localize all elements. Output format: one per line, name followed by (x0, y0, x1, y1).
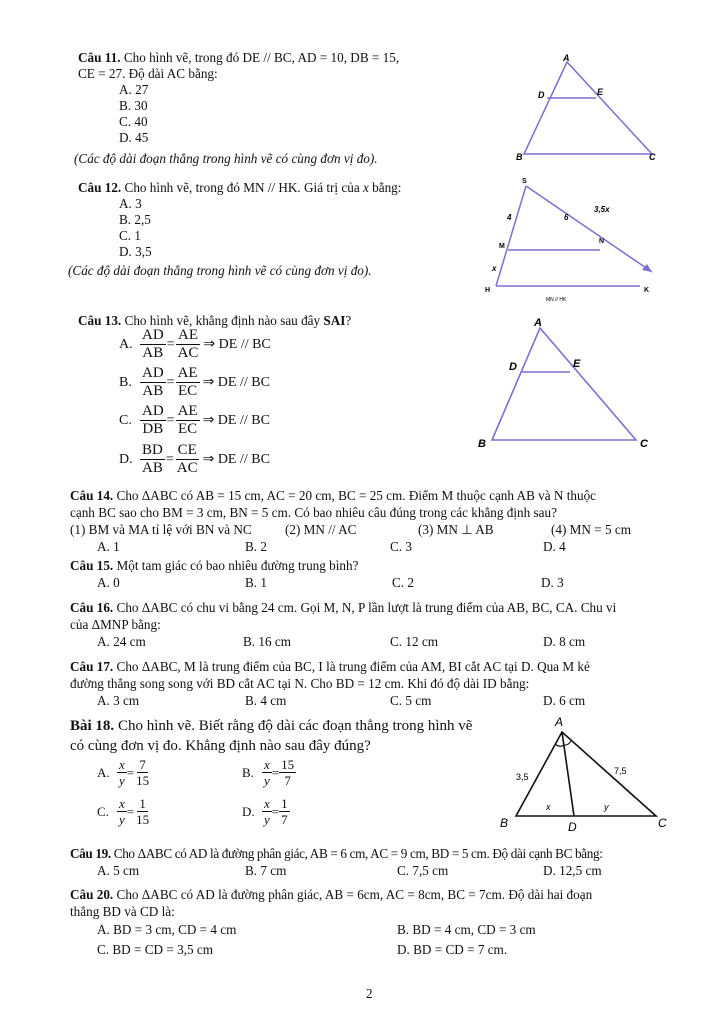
q13-d-num-2: CE (177, 442, 197, 458)
q18-label-b: B (500, 816, 509, 830)
q15-label: Câu 15. (70, 558, 114, 573)
q13-label: Câu 13. (78, 313, 122, 328)
q16-text-1: Cho ΔABC có chu vi bằng 24 cm. Gọi M, N, P lần lượt là trung điểm của AB, BC, CA. Chu vi (113, 600, 617, 615)
q18-a-eq: = (126, 764, 135, 780)
q13-c-num-2: AE (177, 403, 198, 419)
q12-label-4: 4 (507, 213, 512, 222)
q14-option-c: C. 3 (390, 539, 412, 554)
q18-b-den-2: 7 (284, 773, 291, 788)
q17-text-1: Cho ΔABC, M là trung điểm của BC, I là trung điểm của AM, BI cắt AC tại D. Qua M kẻ (113, 659, 590, 674)
q12-var-x: x (362, 180, 369, 195)
q12-label-35x: 3,5x (594, 205, 610, 214)
q18-angle-arc-1 (555, 744, 564, 746)
q11-line-2: CE = 27. Độ dài AC bằng: (78, 66, 218, 81)
q18-label-75: 7,5 (614, 766, 627, 776)
q15-option-b: B. 1 (245, 575, 267, 590)
q13-option-c (119, 403, 270, 438)
q16-option-c: C. 12 cm (390, 634, 438, 649)
q18-option-c (97, 796, 151, 827)
q17-option-b: B. 4 cm (245, 693, 287, 708)
q18-text-1: Cho hình vẽ. Biết rằng độ dài các đoạn thẳng trong hình vẽ (114, 718, 473, 734)
q12-option-c: C. 1 (119, 228, 141, 243)
q18-option-b-label: B. (242, 764, 254, 780)
q13-label-e: E (573, 358, 581, 370)
q14-option-a: A. 1 (97, 539, 120, 554)
q18-option-c-label: C. (97, 803, 109, 819)
q17-option-c: C. 5 cm (390, 693, 432, 708)
q18-d-num-2: 1 (281, 796, 288, 811)
q13-option-b (119, 365, 270, 400)
q20-line-1 (70, 887, 592, 903)
q18-option-d-label: D. (242, 803, 255, 819)
q13-label-d: D (509, 361, 517, 373)
q18-a-den-2: 15 (136, 773, 150, 788)
q11-option-a: A. 27 (119, 82, 149, 97)
q18-label: Bài 18. (70, 718, 115, 734)
q12-note: (Các độ dài đoạn thẳng trong hình vẽ có cùng đơn vị đo). (68, 263, 372, 278)
q18-figure (496, 712, 672, 838)
q16-line-1 (70, 600, 616, 616)
q13-label-a: A (534, 317, 542, 329)
q18-c-frac-1 (117, 796, 127, 827)
q13-option-c-label: C. (119, 412, 132, 428)
q13-triangle (492, 328, 636, 440)
q13-c-den-1: DB (142, 421, 164, 437)
q19-text-1: Cho ΔABC có AD là đường phân giác, AB = 6 cm, AC = 9 cm, BD = 5 cm. Độ dài cạnh BC bằng: (110, 846, 603, 861)
q16-option-a: A. 24 cm (97, 634, 146, 649)
q13-d-frac-1 (140, 442, 165, 477)
q17-line-1 (70, 659, 590, 675)
q13-label-c: C (640, 438, 648, 450)
q13-d-eq: = (165, 451, 174, 467)
q18-option-b (242, 757, 296, 788)
q12-label-h: H (485, 287, 491, 294)
q12-label: Câu 12. (78, 180, 122, 195)
q20-option-a: A. BD = 3 cm, CD = 4 cm (97, 922, 237, 937)
q16-line-2: của ΔMNP bằng: (70, 617, 161, 632)
q11-option-b: B. 30 (119, 98, 148, 113)
q13-text-1: Cho hình vẽ, khẳng định nào sau đây (121, 313, 324, 328)
q15-text-1: Một tam giác có bao nhiêu đường trung bình? (113, 558, 359, 573)
q15-line-1 (70, 558, 358, 574)
q18-b-num-1: x (264, 757, 270, 772)
q19-option-a: A. 5 cm (97, 863, 140, 878)
q13-option-a-label: A. (119, 336, 133, 352)
q18-c-num-1: x (119, 796, 125, 811)
q13-b-eq: = (166, 374, 175, 390)
q13-option-a (119, 327, 271, 362)
q14-option-b: B. 2 (245, 539, 267, 554)
q12-caption: MN // HK (546, 297, 567, 303)
q18-d-den-1: y (264, 812, 270, 827)
q11-triangle (524, 62, 652, 154)
q16-label: Câu 16. (70, 600, 114, 615)
q20-option-c: C. BD = CD = 3,5 cm (97, 942, 213, 957)
q19-label: Câu 19. (70, 846, 111, 861)
q19-option-d: D. 12,5 cm (543, 863, 602, 878)
q12-option-a: A. 3 (119, 196, 142, 211)
q12-text-1: Cho hình vẽ, trong đó MN // HK. Giá trị của (121, 180, 363, 195)
q13-a-result: ⇒ DE // BC (203, 337, 271, 352)
q13-a-frac-2 (176, 327, 201, 362)
q18-option-d (242, 796, 290, 827)
q14-statement-2: (2) MN // AC (285, 522, 357, 537)
q18-c-den-2: 15 (136, 812, 150, 827)
q18-c-den-1: y (119, 812, 125, 827)
q12-segment-sh (496, 186, 526, 286)
q13-figure (470, 314, 660, 454)
q20-label: Câu 20. (70, 887, 114, 902)
q13-b-result: ⇒ DE // BC (202, 375, 270, 390)
q13-c-frac-1 (140, 403, 166, 438)
q13-d-num-1: BD (142, 442, 163, 458)
q12-label-n: N (599, 238, 605, 245)
q13-a-num-2: AE (178, 327, 198, 343)
q18-c-num-2: 1 (139, 796, 146, 811)
q18-b-eq: = (271, 764, 280, 780)
q13-b-num-2: AE (177, 365, 198, 381)
q16-option-d: D. 8 cm (543, 634, 586, 649)
q12-arrow-head (642, 264, 652, 272)
q13-b-num-1: AD (142, 365, 164, 381)
q18-option-a-label: A. (97, 764, 110, 780)
q13-b-den-2: EC (177, 383, 198, 399)
q13-c-num-1: AD (142, 403, 164, 419)
q18-d-eq: = (271, 803, 280, 819)
q13-d-frac-2 (175, 442, 200, 477)
q11-text-1: Cho hình vẽ, trong đó DE // BC, AD = 10, DB = 15, (120, 50, 400, 65)
q13-c-result: ⇒ DE // BC (202, 413, 270, 428)
q18-a-num-2: 7 (139, 757, 146, 772)
q18-label-a: A (555, 715, 564, 729)
q13-d-result: ⇒ DE // BC (202, 452, 270, 467)
q11-label-e: E (597, 87, 604, 97)
q17-option-d: D. 6 cm (543, 693, 586, 708)
q13-a-num-1: AD (142, 327, 164, 343)
q11-label-c: C (649, 152, 656, 162)
q11-option-d: D. 45 (119, 130, 149, 145)
q13-text-2: ? (345, 313, 352, 328)
q17-line-2: đường thẳng song song với BD cắt AC tại N. Cho BD = 12 cm. Khi đó độ dài ID bằng: (70, 676, 530, 691)
q14-statement-1: (1) BM và MA tỉ lệ với BN và NC (70, 522, 252, 537)
q16-option-b: B. 16 cm (243, 634, 291, 649)
q11-note: (Các độ dài đoạn thẳng trong hình vẽ có cùng đơn vị đo). (74, 151, 378, 166)
q18-triangle (516, 732, 656, 816)
q19-option-b: B. 7 cm (245, 863, 287, 878)
q18-d-den-2: 7 (281, 812, 288, 827)
q18-label-c: C (658, 816, 667, 830)
q18-b-frac-2 (279, 757, 296, 788)
q11-option-c: C. 40 (119, 114, 148, 129)
q12-label-s: S (522, 178, 527, 185)
q18-label-d: D (568, 820, 577, 834)
q18-a-num-1: x (119, 757, 125, 772)
q12-option-b: B. 2,5 (119, 212, 151, 227)
q13-option-b-label: B. (119, 374, 132, 390)
q13-text-bold: SAI (323, 313, 346, 328)
q14-text-1: Cho ΔABC có AB = 15 cm, AC = 20 cm, BC = 25 cm. Điểm M thuộc cạnh AB và N thuộc (113, 488, 597, 503)
q18-b-den-1: y (264, 773, 270, 788)
q13-a-frac-1 (140, 327, 166, 362)
q18-label-x: x (546, 802, 551, 812)
q12-option-d: D. 3,5 (119, 244, 152, 259)
q18-a-frac-2 (134, 757, 151, 788)
q18-b-frac-1 (262, 757, 272, 788)
q18-label-y: y (604, 802, 609, 812)
q20-text-1: Cho ΔABC có AD là đường phân giác, AB = 6cm, AC = 8cm, BC = 7cm. Độ dài hai đoạn (113, 887, 593, 902)
q12-label-m: M (499, 243, 505, 250)
q13-label-b: B (478, 438, 486, 450)
q13-c-frac-2 (176, 403, 200, 438)
q12-line-1 (78, 180, 401, 196)
q18-c-frac-2 (134, 796, 151, 827)
q13-b-frac-1 (140, 365, 166, 400)
q14-label: Câu 14. (70, 488, 114, 503)
q20-option-d: D. BD = CD = 7 cm. (397, 942, 508, 957)
q18-d-num-1: x (264, 796, 270, 811)
q19-line-1 (70, 846, 603, 862)
q11-label-b: B (516, 152, 523, 162)
q18-d-frac-1 (262, 796, 272, 827)
q18-c-eq: = (126, 803, 135, 819)
q15-option-d: D. 3 (541, 575, 564, 590)
q11-label-a: A (563, 53, 570, 63)
q15-option-c: C. 2 (392, 575, 414, 590)
q12-label-k: K (644, 287, 650, 294)
q14-statement-3: (3) MN ⊥ AB (418, 522, 494, 537)
q13-c-den-2: EC (177, 421, 198, 437)
q15-option-a: A. 0 (97, 575, 120, 590)
q18-option-a (97, 757, 151, 788)
q19-option-c: C. 7,5 cm (397, 863, 449, 878)
q20-option-b: B. BD = 4 cm, CD = 3 cm (397, 922, 536, 937)
q18-line-1 (70, 716, 472, 736)
q12-segment-sk (526, 186, 652, 272)
q13-option-d (119, 442, 270, 477)
q13-a-den-2: AC (177, 345, 199, 361)
q11-line-1 (78, 50, 399, 66)
q11-figure (512, 52, 662, 166)
q17-option-a: A. 3 cm (97, 693, 140, 708)
q11-label-d: D (538, 90, 545, 100)
q14-line-1 (70, 488, 596, 504)
q18-a-den-1: y (119, 773, 125, 788)
q14-line-2: cạnh BC sao cho BM = 3 cm, BN = 5 cm. Có bao nhiêu câu đúng trong các khẳng định sau? (70, 505, 557, 520)
q12-label-x: x (492, 264, 497, 273)
q12-figure (480, 172, 670, 308)
q13-a-den-1: AB (142, 345, 164, 361)
q18-a-frac-1 (117, 757, 127, 788)
page-number: 2 (366, 986, 373, 1001)
q13-option-d-label: D. (119, 451, 133, 467)
q18-line-2: có cùng đơn vị đo. Khẳng định nào sau đây đúng? (70, 738, 371, 754)
q13-d-den-1: AB (142, 460, 163, 476)
q13-c-eq: = (166, 412, 175, 428)
q18-d-frac-2 (279, 796, 290, 827)
q13-a-eq: = (166, 336, 175, 352)
q13-b-den-1: AB (142, 383, 164, 399)
q18-label-35: 3,5 (516, 772, 529, 782)
q14-statement-4: (4) MN = 5 cm (551, 522, 631, 537)
q20-line-2: thẳng BD và CD là: (70, 904, 175, 919)
q12-label-6: 6 (564, 213, 569, 222)
q17-label: Câu 17. (70, 659, 114, 674)
q14-option-d: D. 4 (543, 539, 566, 554)
q12-text-2: bằng: (368, 180, 402, 195)
q11-label: Câu 11. (78, 50, 121, 65)
q18-b-num-2: 15 (281, 757, 295, 772)
q13-b-frac-2 (176, 365, 200, 400)
q13-d-den-2: AC (176, 460, 198, 476)
